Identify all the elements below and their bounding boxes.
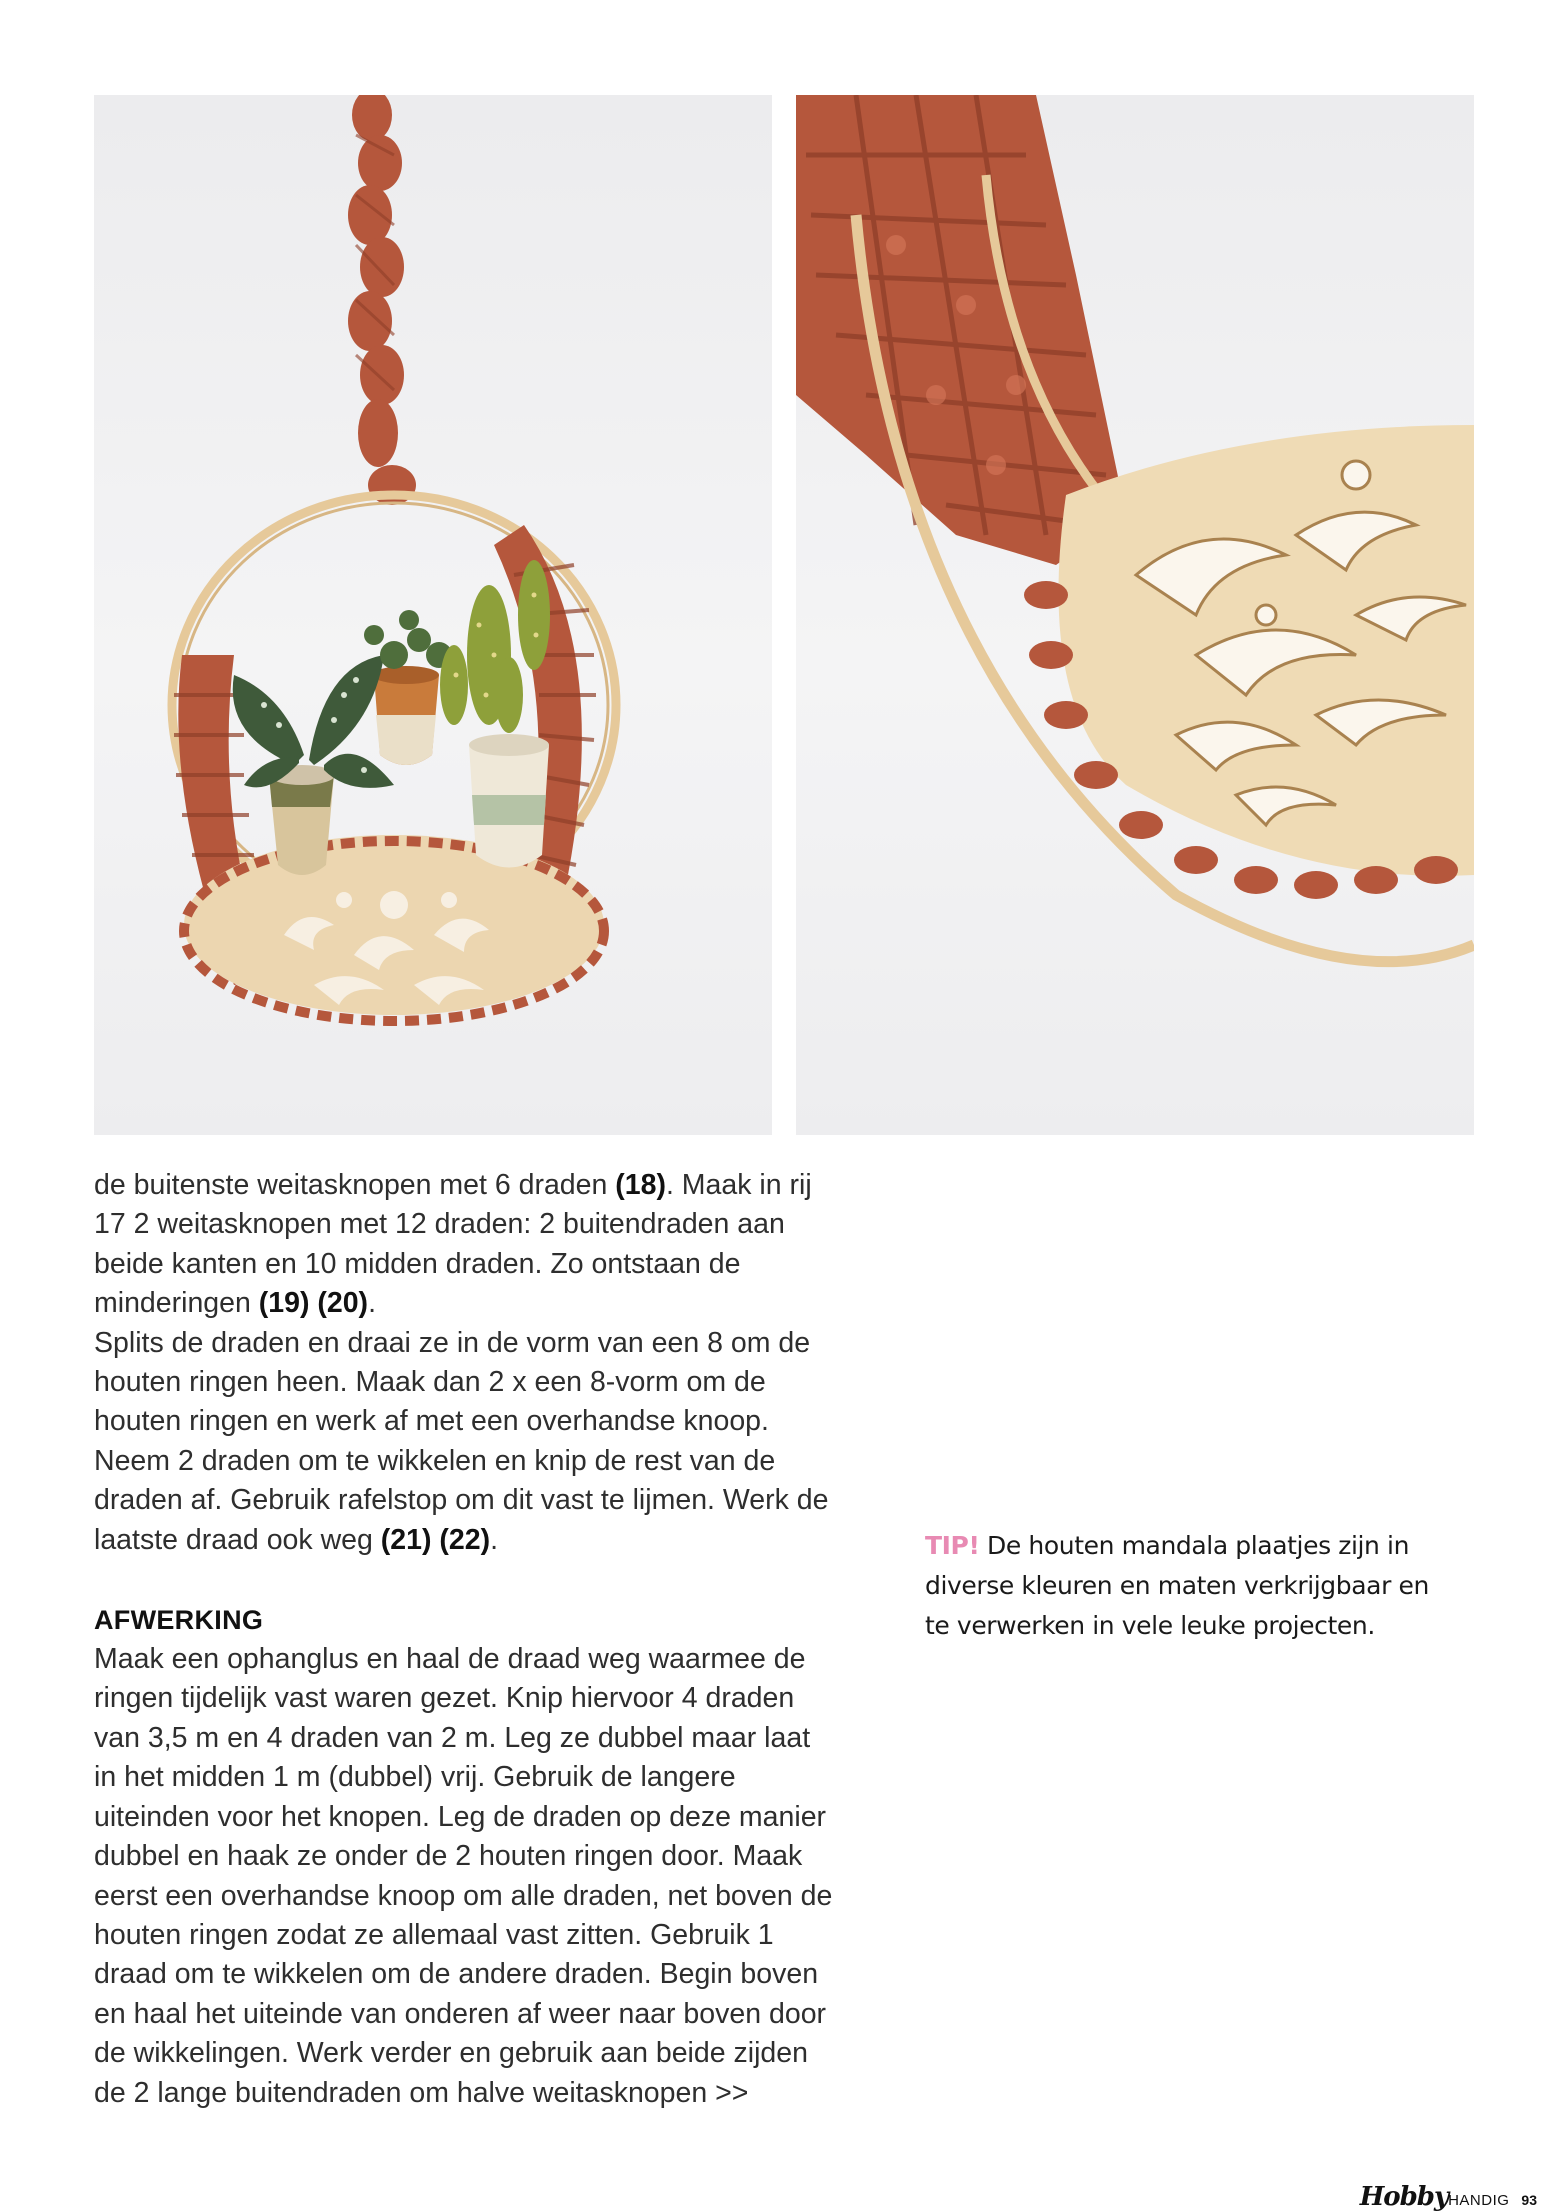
page-footer [1360, 2182, 1537, 2212]
tip-text: De houten mandala plaatjes zijn in diverse kleuren en maten verkrijgbaar en te verwerken in vele leuke projecten. [925, 1531, 1429, 1640]
text-run: . [490, 1523, 498, 1556]
text-run: de buitenste weitasknopen met 6 draden [94, 1169, 616, 1201]
section-heading: AFWERKING [94, 1605, 264, 1636]
paragraph-finishing: Maak een ophanglus en haal de draad weg waarmee de ringen tijdelijk vast waren gezet. Knip hiervoor 4 draden van 3,5 m en 4 draden van 2 m. Leg ze dubbel maar laat in het midden 1 m (dubbel) vrij. Gebruik de langere uiteinden voor het knopen. Leg de draden op deze manier dubbel en haak ze onder de 2 houten ringen door. Maak eerst een overhandse knoop om alle draden, net boven de houten ringen zodat ze allemaal vast zitten. Gebruik 1 draad om te wikkelen om de andere draden. Begin boven en haal het uiteinde van onderen af weer naar boven door de wikkelingen. Werk verder en gebruik aan beide zijden de 2 lange buitendraden om halve weitasknopen >> [94, 1643, 833, 2109]
photo-mandala-closeup [796, 95, 1474, 1135]
step-reference: (21) (22) [380, 1523, 491, 1556]
paragraph-knots [94, 1166, 834, 1324]
step-reference: (18) [615, 1169, 666, 1201]
logo-script: Hobby [1359, 2182, 1449, 2212]
photo-macrame-hanger [94, 95, 772, 1135]
logo-caps: HANDIG [1448, 2192, 1510, 2209]
step-reference: (19) (20) [258, 1287, 369, 1320]
paragraph-split [94, 1324, 834, 1560]
tip-label: TIP! [925, 1531, 980, 1560]
page-number: 93 [1521, 2192, 1537, 2208]
text-run: . [368, 1287, 376, 1320]
text-run: Splits de draden en draai ze in de vorm van een 8 om de houten ringen heen. Maak dan 2 x een 8-vorm om de houten ringen en werk af met een overhandse knoop. Neem 2 draden om te wikkelen en knip de rest van de draden af. Gebruik rafelstop om dit vast te lijmen. Werk de laatste draad ook weg [94, 1326, 829, 1556]
article-body [94, 1166, 834, 2113]
magazine-logo [1360, 2182, 1510, 2212]
tip-callout [925, 1526, 1445, 1646]
text-run: . Maak in rij 17 2 weitasknopen met 12 draden: 2 buitendraden aan beide kanten en 10 midden draden. Zo ontstaan de minderingen [94, 1169, 812, 1320]
